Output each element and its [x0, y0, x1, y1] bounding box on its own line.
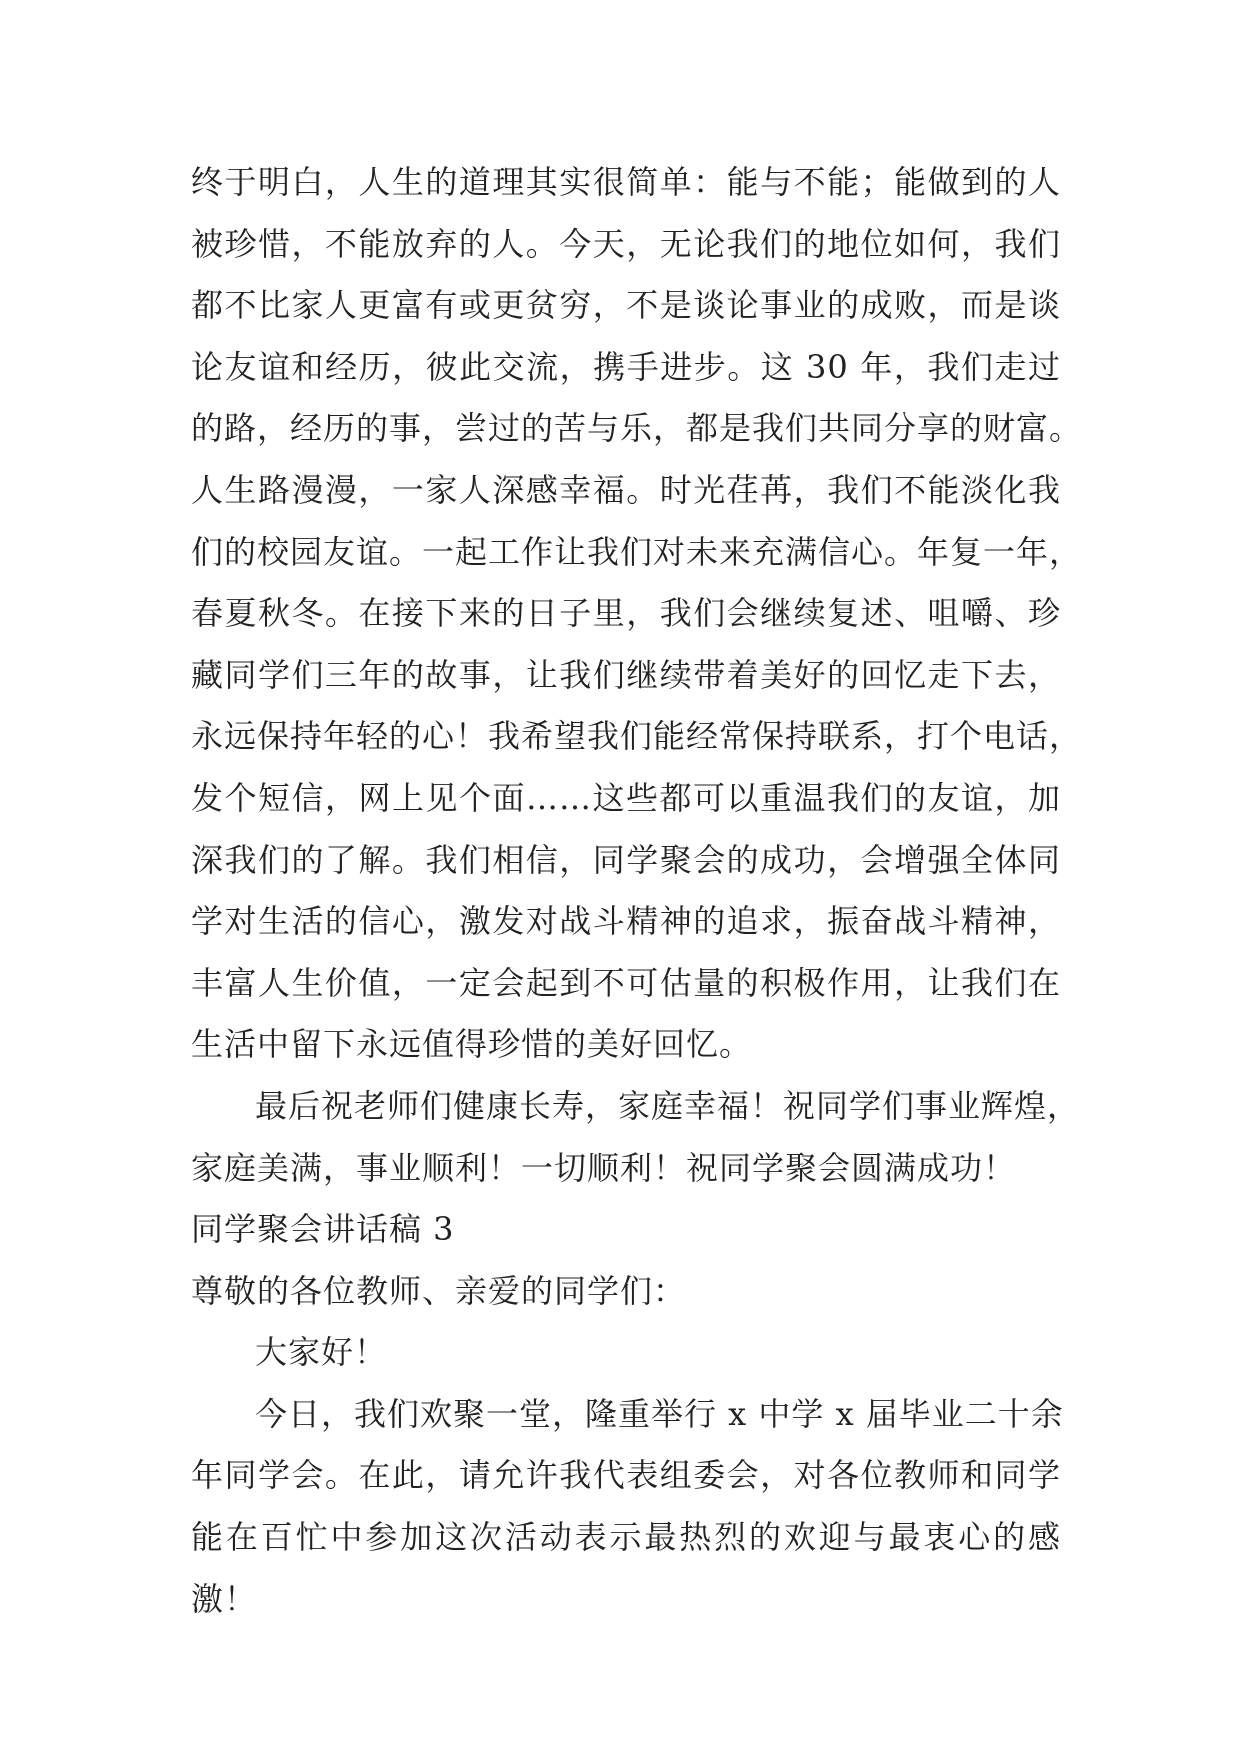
text-line: 能在百忙中参加这次活动表示最热烈的欢迎与最衷心的感	[191, 1518, 1061, 1557]
paragraph-2	[191, 1076, 1081, 1199]
text-line: 被珍惜，不能放弃的人。今天，无论我们的地位如何，我们	[191, 224, 1061, 263]
text-line: 藏同学们三年的故事，让我们继续带着美好的回忆走下去，	[191, 655, 1061, 694]
text-line: 的路，经历的事，尝过的苦与乐，都是我们共同分享的财富。	[191, 409, 1083, 448]
paragraph-1	[191, 152, 1083, 1076]
salutation: 尊敬的各位教师、亲爱的同学们：	[191, 1271, 687, 1310]
text-line: 年同学会。在此，请允许我代表组委会，对各位教师和同学	[191, 1456, 1061, 1495]
section-title: 同学聚会讲话稿 3	[191, 1210, 455, 1249]
text-line: 论友谊和经历，彼此交流，携手进步。这 30 年，我们走过	[191, 347, 1061, 386]
paragraph-3	[191, 1384, 1064, 1630]
text-line: 人生路漫漫，一家人深感幸福。时光荏苒，我们不能淡化我	[191, 470, 1061, 509]
text-line: 发个短信，网上见个面……这些都可以重温我们的友谊，加	[191, 778, 1061, 817]
text-line: 最后祝老师们健康长寿，家庭幸福！祝同学们事业辉煌，	[255, 1086, 1081, 1125]
greeting: 大家好！	[255, 1333, 388, 1372]
text-line: 都不比家人更富有或更贫穷，不是谈论事业的成败，而是谈	[191, 286, 1061, 325]
text-line: 春夏秋冬。在接下来的日子里，我们会继续复述、咀嚼、珍	[191, 594, 1061, 633]
text-line: 家庭美满，事业顺利！一切顺利！祝同学聚会圆满成功！	[191, 1148, 1017, 1187]
text-line: 今日，我们欢聚一堂，隆重举行 x 中学 x 届毕业二十余	[255, 1394, 1064, 1433]
text-line: 丰富人生价值，一定会起到不可估量的积极作用，让我们在	[191, 963, 1061, 1002]
text-line: 永远保持年轻的心！我希望我们能经常保持联系，打个电话，	[191, 717, 1083, 756]
document-body	[191, 152, 1083, 1630]
text-line: 们的校园友谊。一起工作让我们对未来充满信心。年复一年，	[191, 532, 1083, 571]
text-line: 深我们的了解。我们相信，同学聚会的成功，会增强全体同	[191, 840, 1061, 879]
text-line: 生活中留下永远值得珍惜的美好回忆。	[191, 1025, 753, 1064]
text-line: 终于明白，人生的道理其实很简单：能与不能；能做到的人	[191, 163, 1061, 201]
text-line: 学对生活的信心，激发对战斗精神的追求，振奋战斗精神，	[191, 902, 1061, 941]
text-line: 激！	[191, 1579, 258, 1618]
